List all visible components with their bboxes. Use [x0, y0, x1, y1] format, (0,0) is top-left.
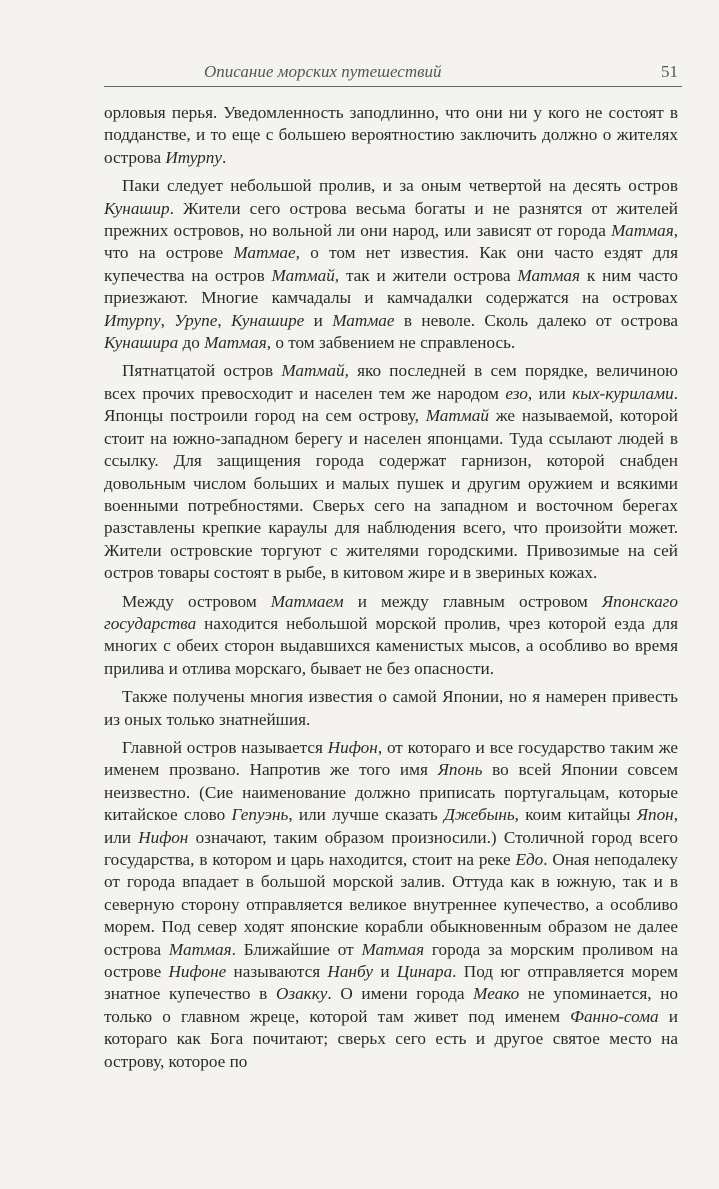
running-title: Описание морских путешествий	[204, 62, 442, 81]
paragraph: Также получены многия известия о самой Японии, но я намерен привесть из оных только знатнейшия.	[104, 687, 678, 729]
paragraph: Между островом Матмаем и между главным островом Японскаго государства находится небольшой морской пролив, чрез которой езда для многих с обеих сторон выдавшихся каменистых мысов, а особливо во время прилива и отлива морскаго, бывает не без опасности.	[104, 591, 678, 678]
paragraph: Пятнатцатой остров Матмай, яко последней в сем порядке, величиною всех прочих превосходит и населен тем же народом езо, или кых-курилами. Японцы построили город на сем острову, Матмай же называемой, которой стоит на южно-западном берегу и населен японцами. Туда ссылают людей в ссылку. Для защищения города содержат гарнизон, которой снабден довольным числом больших и малых пушек и другим оружием и всякими военными потребностями. Сверьх сего на западном и восточном берегах разставлены крепкие караулы для наблюдения всего, что произойти может. Жители островские торгуют с жителями городскими. Привозимые на сей остров товары состоят в рыбе, в китовом жире и в звериных кожах.	[104, 361, 679, 583]
page-number: 51	[661, 62, 678, 81]
header-rule	[104, 86, 682, 87]
page-header	[104, 58, 682, 88]
paragraph: орловыя перья. Уведомленность заподлинно, что они ни у кого не состоят в подданстве, и то еще с большею вероятностию заключить должно о жителях острова Итурпу.	[104, 103, 678, 167]
paragraph: Главной остров называется Нифон, от котораго и все государство таким же именем прозвано. Напротив же того имя Японь во всей Японии совсем неизвестно. (Сие наименование должно приписать португальцам, которые китайское слово Гепуэнь, или лучше сказать Джебынь, коим китайцы Япон, или Нифон означают, таким образом произносили.) Столичной город всего государства, в котором и царь находится, стоит на реке Едо. Оная неподалеку от города впадает в большой морской залив. Оттуда как в южную, так и в северную сторону отправляется великое внутреннее купечество, а особливо морем. Под север ходят японские корабли обыкновенным образом не далее острова Матмая. Ближайшие от Матмая города за морским проливом на острове Нифоне называются Нанбу и Цинара. Под юг отправляется морем знатное купечество в Озакку. О имени города Меако не упоминается, но только о главном жреце, которой там живет под именем Фанно-сома и котораго как Бога почитают; сверьх сего есть и другое святое место на острову, которое по	[104, 737, 679, 1071]
paragraph: Паки следует небольшой пролив, и за оным четвертой на десять остров Кунашир. Жители сего острова весьма богаты и не разнятся от жителей прежних островов, но вольной ли они народ, или зависят от города Матмая, что на острове Матмае, о том нет известия. Как они часто ездят для купечества на остров Матмай, так и жители острова Матмая к ним часто приезжают. Многие камчадалы и камчадалки содержатся на островах Итурпу, Урупе, Кунашире и Матмае в неволе. Сколь далеко от острова Кунашира до Матмая, о том забвением не справленось.	[104, 176, 679, 353]
body-text	[104, 102, 678, 1079]
